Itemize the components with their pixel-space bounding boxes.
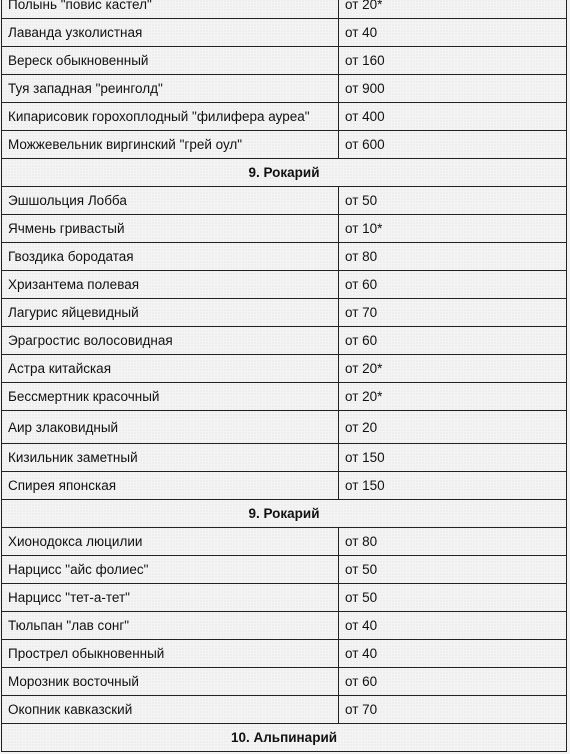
table-row: [2, 243, 567, 271]
price-table: [1, 0, 567, 752]
table-row: [2, 612, 567, 640]
table-row: [2, 187, 567, 215]
section-header-row: [2, 159, 567, 187]
plant-price: от 160: [339, 47, 567, 75]
table-row: [2, 696, 567, 724]
plant-price: от 70: [339, 696, 567, 724]
plant-price: от 150: [339, 444, 567, 472]
plant-name: Спирея японская: [2, 472, 339, 500]
table-row: [2, 584, 567, 612]
table-row: [2, 327, 567, 355]
plant-price: от 40: [339, 19, 567, 47]
plant-price: от 80: [339, 243, 567, 271]
table-row: [2, 215, 567, 243]
plant-price: от 40: [339, 640, 567, 668]
plant-price: от 40: [339, 612, 567, 640]
plant-name: Прострел обыкновенный: [2, 640, 339, 668]
plant-name: Ячмень гривастый: [2, 215, 339, 243]
plant-name: Кипарисовик горохоплодный "филифера ауреа": [2, 103, 339, 131]
section-title: 9. Рокарий: [2, 500, 567, 528]
plant-price: от 20: [339, 411, 567, 444]
table-row: [2, 444, 567, 472]
plant-name: Лагурис яйцевидный: [2, 299, 339, 327]
section-title: 10. Альпинарий: [2, 724, 567, 752]
plant-name: Астра китайская: [2, 355, 339, 383]
plant-name: Лаванда узколистная: [2, 19, 339, 47]
table-row: [2, 299, 567, 327]
plant-price: от 50: [339, 556, 567, 584]
plant-name: Бессмертник красочный: [2, 383, 339, 411]
table-row: [2, 472, 567, 500]
plant-name: Туя западная "реинголд": [2, 75, 339, 103]
table-row: [2, 271, 567, 299]
plant-name: Тюльпан "лав сонг": [2, 612, 339, 640]
table-row: [2, 528, 567, 556]
plant-price: от 60: [339, 327, 567, 355]
plant-price: от 70: [339, 299, 567, 327]
plant-name: Эрагростис волосовидная: [2, 327, 339, 355]
plant-name: Аир злаковидный: [2, 411, 339, 444]
table-row: [2, 355, 567, 383]
plant-name: Морозник восточный: [2, 668, 339, 696]
table-row: [2, 411, 567, 444]
table-row: [2, 668, 567, 696]
plant-name: Хионодокса люцилии: [2, 528, 339, 556]
plant-name: Окопник кавказский: [2, 696, 339, 724]
table-row: [2, 0, 567, 19]
plant-name: Кизильник заметный: [2, 444, 339, 472]
table-row: [2, 640, 567, 668]
section-header-row: [2, 724, 567, 752]
plant-name: Полынь "повис кастел": [2, 0, 339, 19]
table-row: [2, 556, 567, 584]
plant-price: от 60: [339, 271, 567, 299]
table-row: [2, 47, 567, 75]
plant-price: от 60: [339, 668, 567, 696]
plant-price: от 80: [339, 528, 567, 556]
plant-price: от 20*: [339, 355, 567, 383]
table-row: [2, 75, 567, 103]
plant-name: Гвоздика бородатая: [2, 243, 339, 271]
plant-name: Хризантема полевая: [2, 271, 339, 299]
plant-price: от 400: [339, 103, 567, 131]
plant-name: Можжевельник виргинский "грей оул": [2, 131, 339, 159]
plant-price: от 150: [339, 472, 567, 500]
plant-price: от 50: [339, 187, 567, 215]
table-row: [2, 103, 567, 131]
plant-price: от 20*: [339, 0, 567, 19]
table-row: [2, 131, 567, 159]
plant-price: от 900: [339, 75, 567, 103]
price-table-body: [2, 0, 567, 752]
table-row: [2, 19, 567, 47]
plant-price: от 10*: [339, 215, 567, 243]
plant-name: Нарцисс "айс фолиес": [2, 556, 339, 584]
plant-price: от 20*: [339, 383, 567, 411]
plant-name: Нарцисс "тет-а-тет": [2, 584, 339, 612]
section-header-row: [2, 500, 567, 528]
plant-price: от 50: [339, 584, 567, 612]
plant-name: Вереск обыкновенный: [2, 47, 339, 75]
plant-name: Эшшольция Лобба: [2, 187, 339, 215]
table-row: [2, 383, 567, 411]
plant-price: от 600: [339, 131, 567, 159]
section-title: 9. Рокарий: [2, 159, 567, 187]
